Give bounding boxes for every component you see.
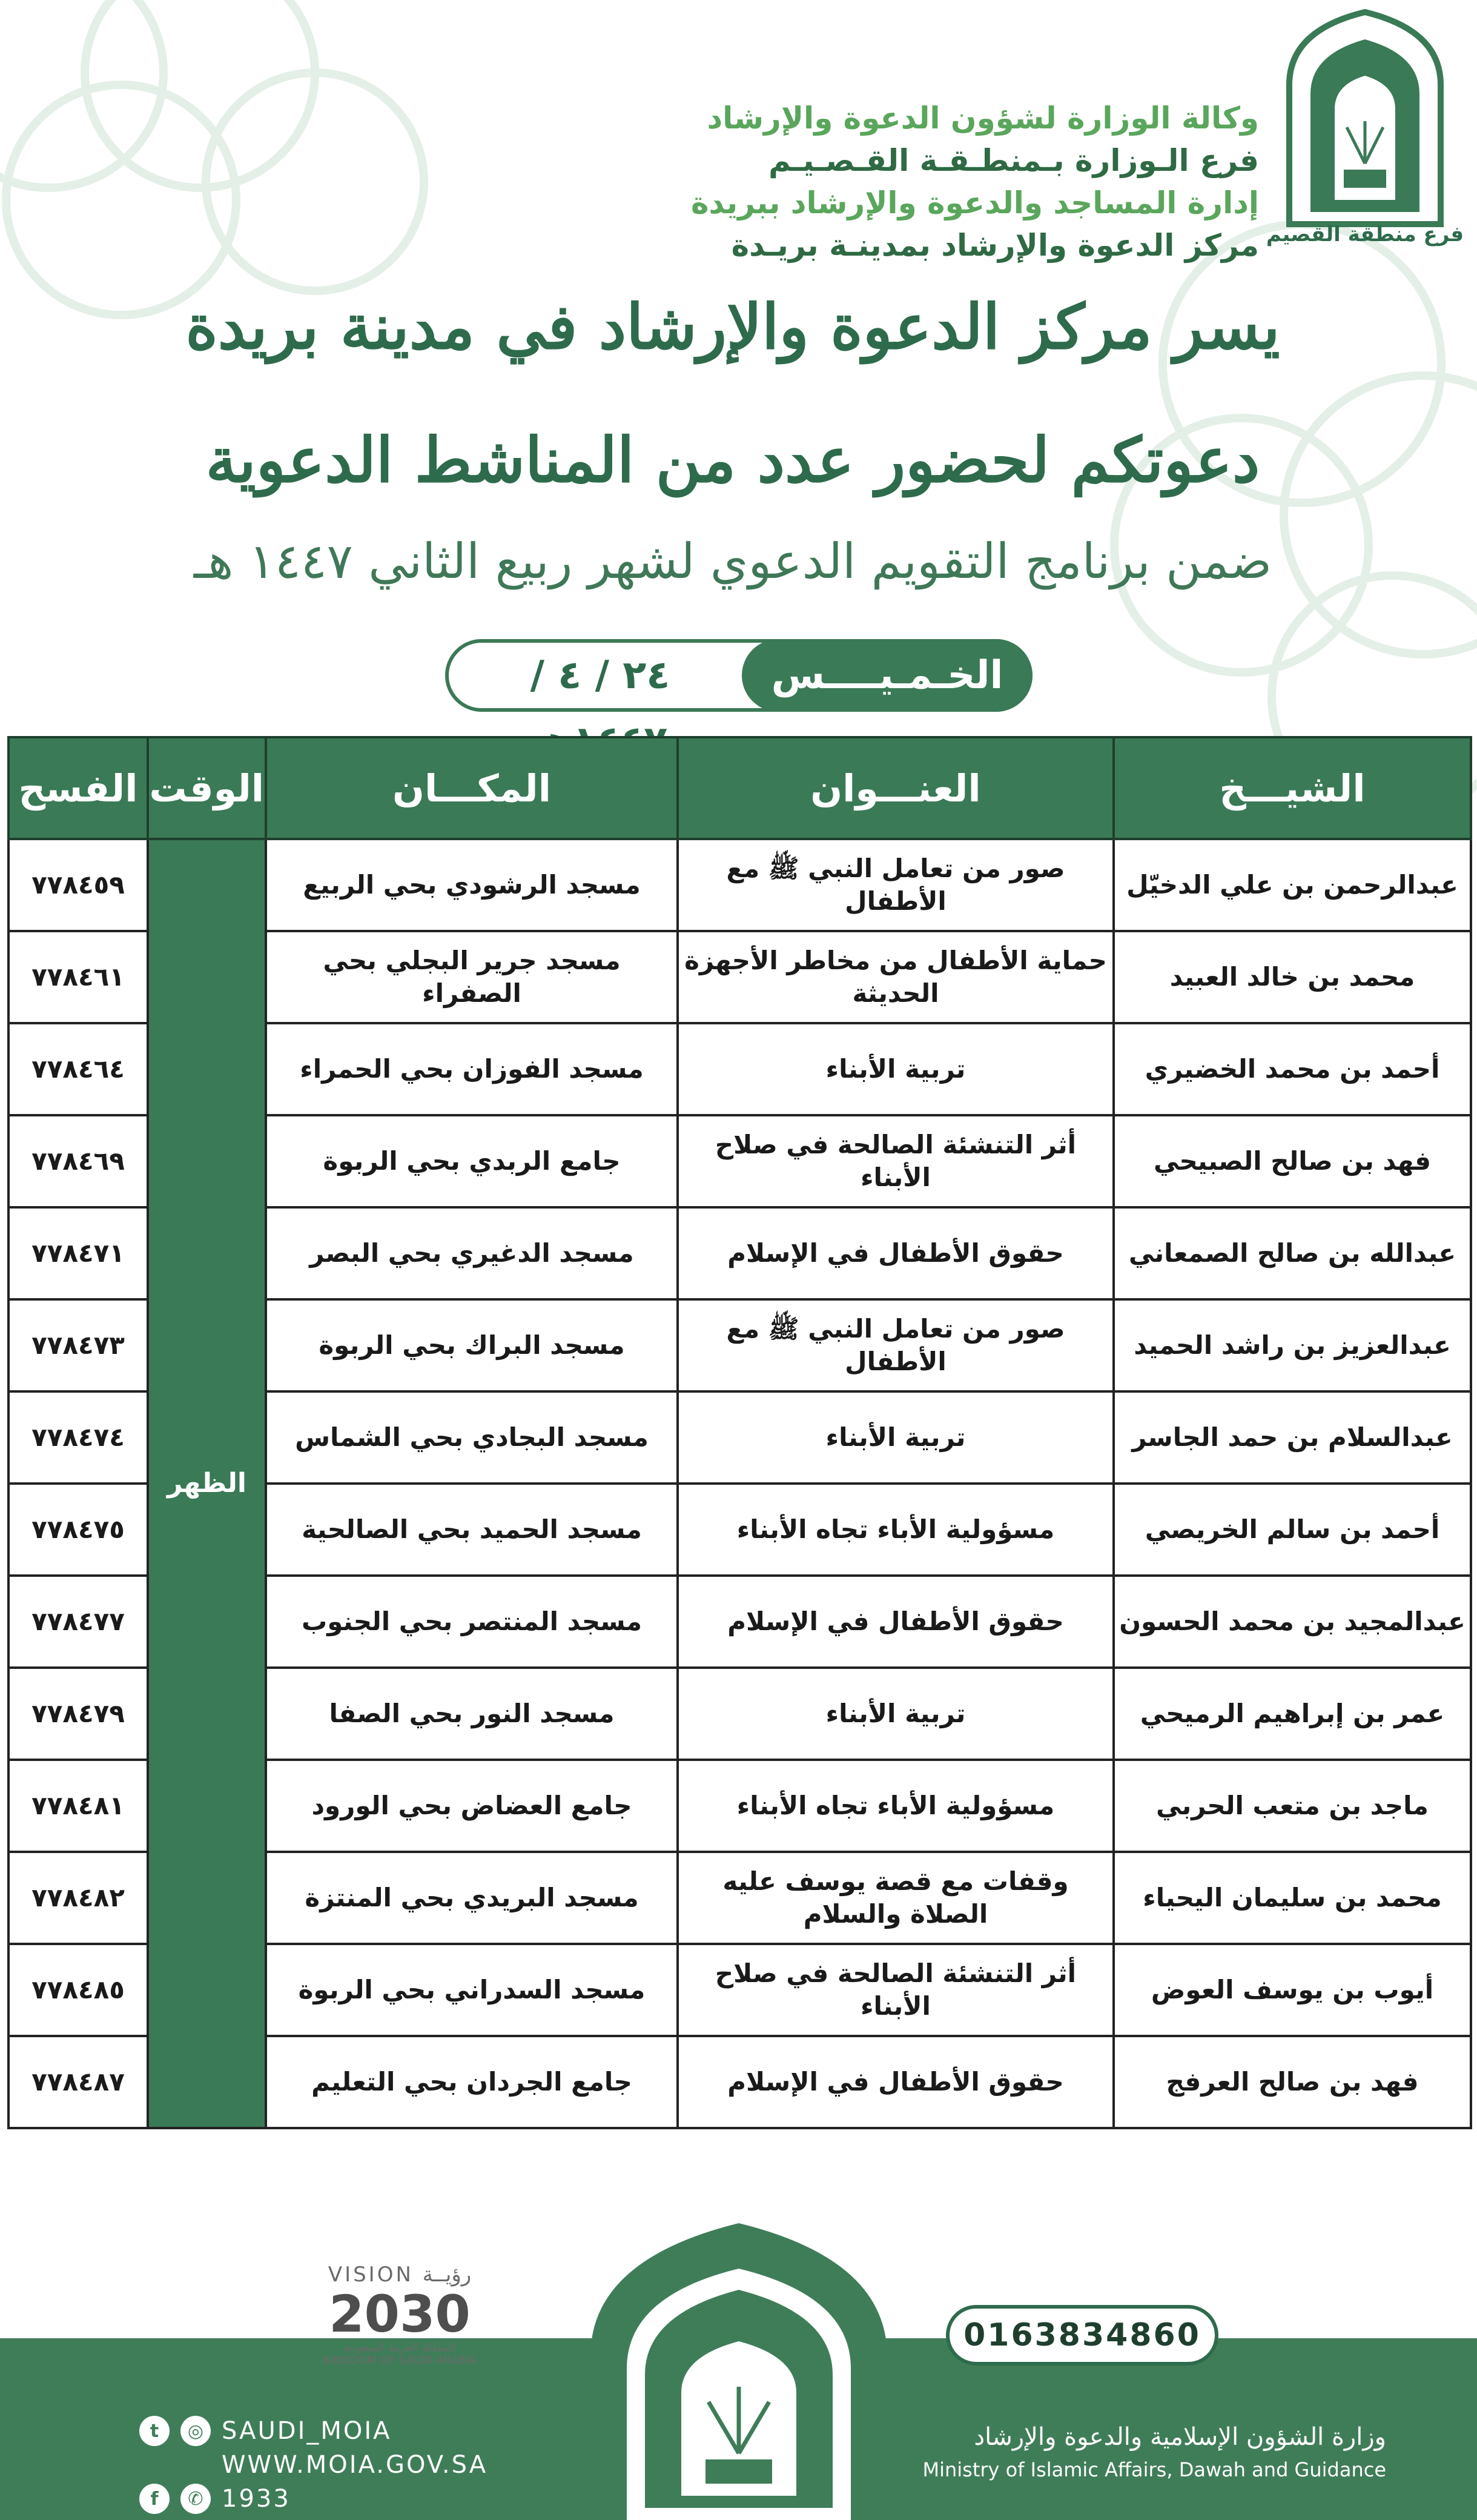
cell-fasah: ٧٧٨٤٦١ xyxy=(8,931,148,1023)
svg-text:فرع منطقة القصيم: فرع منطقة القصيم xyxy=(1266,222,1464,247)
cell-time: الظهر xyxy=(148,839,266,2128)
cell-title: وقفات مع قصة يوسف عليه الصلاة والسلام xyxy=(678,1852,1114,1944)
cell-sheikh: عبدالله بن صالح الصمعاني xyxy=(1114,1207,1471,1299)
vision-number: 2030 xyxy=(329,2284,471,2344)
cell-fasah: ٧٧٨٤٨١ xyxy=(8,1760,148,1852)
org-hierarchy xyxy=(653,97,1259,267)
cell-fasah: ٧٧٨٤٦٤ xyxy=(8,1023,148,1115)
cell-sheikh: عبدالرحمن بن علي الدخيّل xyxy=(1114,839,1471,931)
cell-sheikh: فهد بن صالح العرفج xyxy=(1114,2036,1471,2128)
cell-sheikh: عبدالمجيد بن محمد الحسون xyxy=(1114,1576,1471,1668)
ministry-name-ar: وزارة الشؤون الإسلامية والدعوة والإرشاد xyxy=(974,2423,1386,2451)
cell-place: مسجد الدغيري بحي البصر xyxy=(266,1207,678,1299)
cell-fasah: ٧٧٨٤٧٣ xyxy=(8,1299,148,1391)
hotline-number: 1933 xyxy=(222,2485,291,2513)
cell-place: مسجد المنتصر بحي الجنوب xyxy=(266,1576,678,1668)
header-title: العنـــوان xyxy=(678,737,1114,839)
headline-invitation: يسر مركز الدعوة والإرشاد في مدينة بريدة xyxy=(185,291,1280,363)
social-links xyxy=(139,2414,487,2516)
vision-2030-logo xyxy=(315,2263,484,2372)
cell-place: مسجد البريدي بحي المنتزة xyxy=(266,1852,678,1944)
vision-country-ar: المملكة العربية السعودية xyxy=(343,2341,456,2354)
cell-sheikh: فهد بن صالح الصبيحي xyxy=(1114,1115,1471,1207)
date-value: ٢٤ / ٤ / xyxy=(530,653,670,698)
header-sheikh: الشيـــخ xyxy=(1114,737,1471,839)
cell-place: مسجد النور بحي الصفا xyxy=(266,1668,678,1760)
headline-program: ضمن برنامج التقويم الدعوي لشهر ربيع الثاني ١٤٤٧ هـ xyxy=(193,533,1272,589)
cell-sheikh: محمد بن سليمان اليحياء xyxy=(1114,1852,1471,1944)
cell-title: حقوق الأطفال في الإسلام xyxy=(678,1207,1114,1299)
instagram-icon: ◎ xyxy=(180,2416,211,2446)
vision-title: VISION رؤيــة xyxy=(328,2263,472,2287)
cell-fasah: ٧٧٨٤٧٥ xyxy=(8,1484,148,1576)
ministry-name-en: Ministry of Islamic Affairs, Dawah and Guidance xyxy=(922,2458,1386,2481)
cell-title: تربية الأبناء xyxy=(678,1023,1114,1115)
table-header-row xyxy=(8,737,1471,839)
twitter-icon: t xyxy=(139,2416,170,2446)
schedule-table xyxy=(7,736,1470,2129)
cell-title: حقوق الأطفال في الإسلام xyxy=(678,1576,1114,1668)
facebook-icon: f xyxy=(139,2484,170,2514)
cell-sheikh: ماجد بن متعب الحربي xyxy=(1114,1760,1471,1852)
cell-fasah: ٧٧٨٤٧١ xyxy=(8,1207,148,1299)
header-time: الوقت xyxy=(148,737,266,839)
website-row xyxy=(139,2448,487,2482)
cell-fasah: ٧٧٨٤٧٤ xyxy=(8,1391,148,1484)
header-place: المكـــان xyxy=(266,737,678,839)
phone-number: 0163834860 xyxy=(946,2305,1218,2366)
cell-title: أثر التنشئة الصالحة في صلاح الأبناء xyxy=(678,1944,1114,2036)
cell-place: مسجد البجادي بحي الشماس xyxy=(266,1391,678,1484)
cell-title: حماية الأطفال من مخاطر الأجهزة الحديثة xyxy=(678,931,1114,1023)
cell-fasah: ٧٧٨٤٧٩ xyxy=(8,1668,148,1760)
social-handle-row xyxy=(139,2414,487,2448)
cell-sheikh: أحمد بن محمد الخضيري xyxy=(1114,1023,1471,1115)
cell-title: صور من تعامل النبي ﷺ مع الأطفال xyxy=(678,1299,1114,1391)
cell-title: حقوق الأطفال في الإسلام xyxy=(678,2036,1114,2128)
org-line-branch: فرع الـوزارة بـمنطـقـة القـصـيـم xyxy=(768,143,1259,178)
cell-title: مسؤولية الأباء تجاه الأبناء xyxy=(678,1484,1114,1576)
footer-emblem xyxy=(590,2223,887,2520)
cell-fasah: ٧٧٨٤٨٢ xyxy=(8,1852,148,1944)
cell-fasah: ٧٧٨٤٥٩ xyxy=(8,839,148,931)
cell-sheikh: عبدالعزيز بن راشد الحميد xyxy=(1114,1299,1471,1391)
cell-fasah: ٧٧٨٤٦٩ xyxy=(8,1115,148,1207)
phone-icon: ✆ xyxy=(180,2484,211,2514)
cell-place: مسجد الفوزان بحي الحمراء xyxy=(266,1023,678,1115)
ministry-name xyxy=(922,2423,1386,2481)
org-line-admin: إدارة المساجد والدعوة والإرشاد ببريدة xyxy=(690,185,1259,220)
website-link[interactable]: WWW.MOIA.GOV.SA xyxy=(222,2451,488,2479)
cell-place: جامع الجردان بحي التعليم xyxy=(266,2036,678,2128)
cell-fasah: ٧٧٨٤٨٥ xyxy=(8,1944,148,2036)
cell-place: مسجد السدراني بحي الربوة xyxy=(266,1944,678,2036)
cell-place: مسجد الرشودي بحي الربيع xyxy=(266,839,678,931)
cell-sheikh: محمد بن خالد العبيد xyxy=(1114,931,1471,1023)
org-line-agency: وكالة الوزارة لشؤون الدعوة والإرشاد xyxy=(707,101,1259,136)
hotline-row xyxy=(139,2482,487,2516)
cell-title: مسؤولية الأباء تجاه الأبناء xyxy=(678,1760,1114,1852)
cell-place: مسجد الحميد بحي الصالحية xyxy=(266,1484,678,1576)
cell-title: صور من تعامل النبي ﷺ مع الأطفال xyxy=(678,839,1114,931)
table-row xyxy=(8,839,1471,931)
cell-sheikh: عبدالسلام بن حمد الجاسر xyxy=(1114,1391,1471,1484)
cell-fasah: ٧٧٨٤٨٧ xyxy=(8,2036,148,2128)
header-fasah: الفسح xyxy=(8,737,148,839)
social-handle: SAUDI_MOIA xyxy=(222,2417,392,2445)
cell-title: تربية الأبناء xyxy=(678,1668,1114,1760)
headline-activities: دعوتكم لحضور عدد من المناشط الدعوية xyxy=(205,424,1260,497)
cell-sheikh: أيوب بن يوسف العوض xyxy=(1114,1944,1471,2036)
org-line-center: مركز الدعوة والإرشاد بمدينـة بريـدة xyxy=(731,228,1259,263)
ministry-logo xyxy=(1266,6,1464,248)
cell-title: تربية الأبناء xyxy=(678,1391,1114,1484)
date-pill xyxy=(445,639,1033,712)
cell-sheikh: أحمد بن سالم الخريصي xyxy=(1114,1484,1471,1576)
cell-place: مسجد البراك بحي الربوة xyxy=(266,1299,678,1391)
cell-place: مسجد جرير البجلي بحي الصفراء xyxy=(266,931,678,1023)
cell-sheikh: عمر بن إبراهيم الرميحي xyxy=(1114,1668,1471,1760)
cell-title: أثر التنشئة الصالحة في صلاح الأبناء xyxy=(678,1115,1114,1207)
vision-country-en: KINGDOM OF SAUDI ARABIA xyxy=(323,2354,477,2367)
cell-fasah: ٧٧٨٤٧٧ xyxy=(8,1576,148,1668)
date-day: الخـمـيــــس xyxy=(742,639,1033,712)
cell-place: جامع العضاض بحي الورود xyxy=(266,1760,678,1852)
cell-place: جامع الربدي بحي الربوة xyxy=(266,1115,678,1207)
